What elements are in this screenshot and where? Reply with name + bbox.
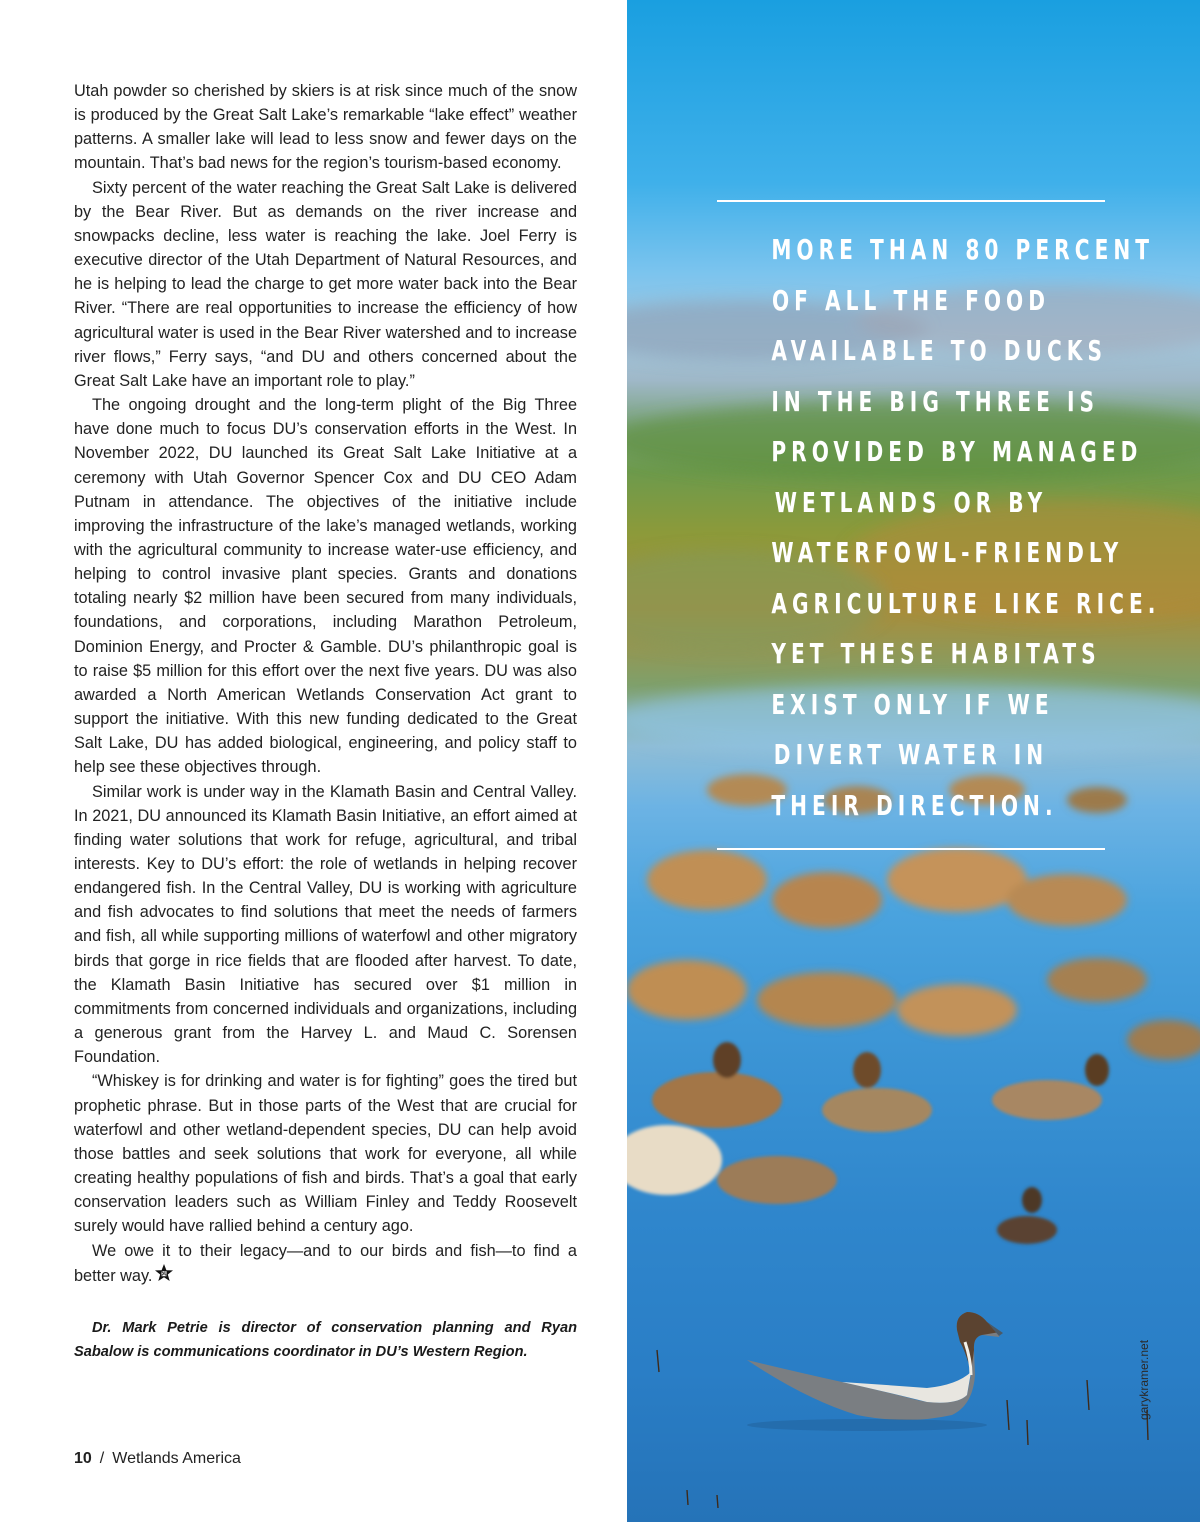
pull-quote-line: AVAILABLE TO DUCKS [771, 334, 1108, 367]
pull-quote [771, 225, 1161, 831]
author-byline: Dr. Mark Petrie is director of conservation planning and Ryan Sabalow is communications coordinator in DU’s Western Region. [74, 1319, 577, 1360]
article-paragraph: Utah powder so cherished by skiers is at risk since much of the snow is produced by the Great Salt Lake’s remarkable “lake effect” weather patterns. A smaller lake will lead to less snow and fewer days on the mountain. That’s bad news for the region’s tourism-based economy. [74, 82, 577, 173]
pull-quote-line: WATERFOWL-FRIENDLY [771, 536, 1124, 569]
pull-quote-line: WETLANDS OR BY [774, 485, 1048, 519]
pull-quote-line: IN THE BIG THREE IS [771, 384, 1100, 418]
pull-quote-line: PROVIDED BY MANAGED [771, 435, 1143, 468]
article-paragraph: Sixty percent of the water reaching the Great Salt Lake is delivered by the Bear River. But as demands on the river increase and snowpacks decline, less water is reaching the lake. Joel Ferry is executive director of the Utah Department of Natural Resources, and he is helping to lead the charge to get more water back into the Bear River. “There are real opportunities to increase the efficiency of how agricultural water is used in the Bear River watershed and to increase river flows,” Ferry says, “and DU and others concerned about the Great Salt Lake have an important role to play.” [74, 178, 577, 390]
publication-name: Wetlands America [112, 1450, 241, 1467]
pintail-drake [747, 1312, 1003, 1431]
midground-ducks [627, 1042, 1109, 1244]
page-footer [74, 1450, 241, 1468]
pull-quote-line: EXIST ONLY IF WE [771, 687, 1054, 721]
photo-credit: garykramer.net [1137, 1339, 1151, 1420]
pull-quote-line: AGRICULTURE LIKE RICE. [771, 586, 1161, 620]
closing-paragraph [74, 1239, 577, 1288]
closing-text: We owe it to their legacy—and to our birds and fish—to find a better way. [74, 1241, 577, 1285]
pull-quote-line: YET THESE HABITATS [771, 637, 1101, 670]
pintail-photo [627, 0, 1200, 1522]
svg-text:DU: DU [160, 1271, 169, 1278]
footer-separator: / [99, 1450, 105, 1467]
page-number: 10 [74, 1450, 92, 1467]
quote-top-rule [717, 200, 1105, 202]
pull-quote-line: OF ALL THE FOOD [771, 283, 1051, 317]
article-paragraph: The ongoing drought and the long-term plight of the Big Three have done much to focus DU’s conservation efforts in the West. In November 2022, DU launched its Great Salt Lake Initiative at a ceremony with Utah Governor Spencer Cox and DU CEO Adam Putnam in attendance. The objectives of the initiative include improving the infrastructure of the lake’s managed wetlands, working with the agricultural community to increase water-use efficiency, and helping to control invasive plant species. Grants and donations totaling nearly $2 million have been secured from many individuals, foundations, and corporations, including Marathon Petroleum, Dominion Energy, and Procter & Gamble. DU’s philanthropic goal is to raise $5 million for this effort over the next five years. DU was also awarded a North American Wetlands Conservation Act grant to support the initiative. With this new funding dedicated to the Great Salt Lake, DU has added biological, engineering, and policy staff to help see these objectives through. [74, 396, 577, 777]
pull-quote-line: MORE THAN 80 PERCENT [771, 233, 1155, 266]
pull-quote-line: THEIR DIRECTION. [771, 788, 1058, 822]
quote-bottom-rule [717, 848, 1105, 850]
article-body [74, 79, 577, 1364]
pull-quote-line: DIVERT WATER IN [773, 738, 1049, 771]
article-paragraph: Similar work is under way in the Klamath Basin and Central Valley. In 2021, DU announced its Klamath Basin Initiative, an effort aimed at finding water solutions that work for refuge, agricultural, and tribal interests. Key to DU’s effort: the role of wetlands in helping recover endangered fish. In the Central Valley, DU is working with agriculture and fish advocates to find solutions that meet the needs of farmers and fish, all while supporting millions of waterfowl and other migratory birds that gorge in rice fields that are flooded after harvest. To date, the Klamath Basin Initiative has secured over $1 million in commitments from concerned individuals and organizations, including a generous grant from the Harvey L. and Maud C. Sorensen Foundation. [74, 782, 577, 1067]
article-paragraph: “Whiskey is for drinking and water is for fighting” goes the tired but prophetic phrase. But in those parts of the West that are crucial for waterfowl and other wetland-dependent species, DU can help avoid those battles and seek solutions that work for everyone, all while creating healthy populations of fish and birds. That’s a goal that early conservation leaders such as William Finley and Teddy Roosevelt surely would have rallied behind a century ago. [74, 1072, 577, 1236]
du-end-mark-icon [154, 1263, 174, 1283]
